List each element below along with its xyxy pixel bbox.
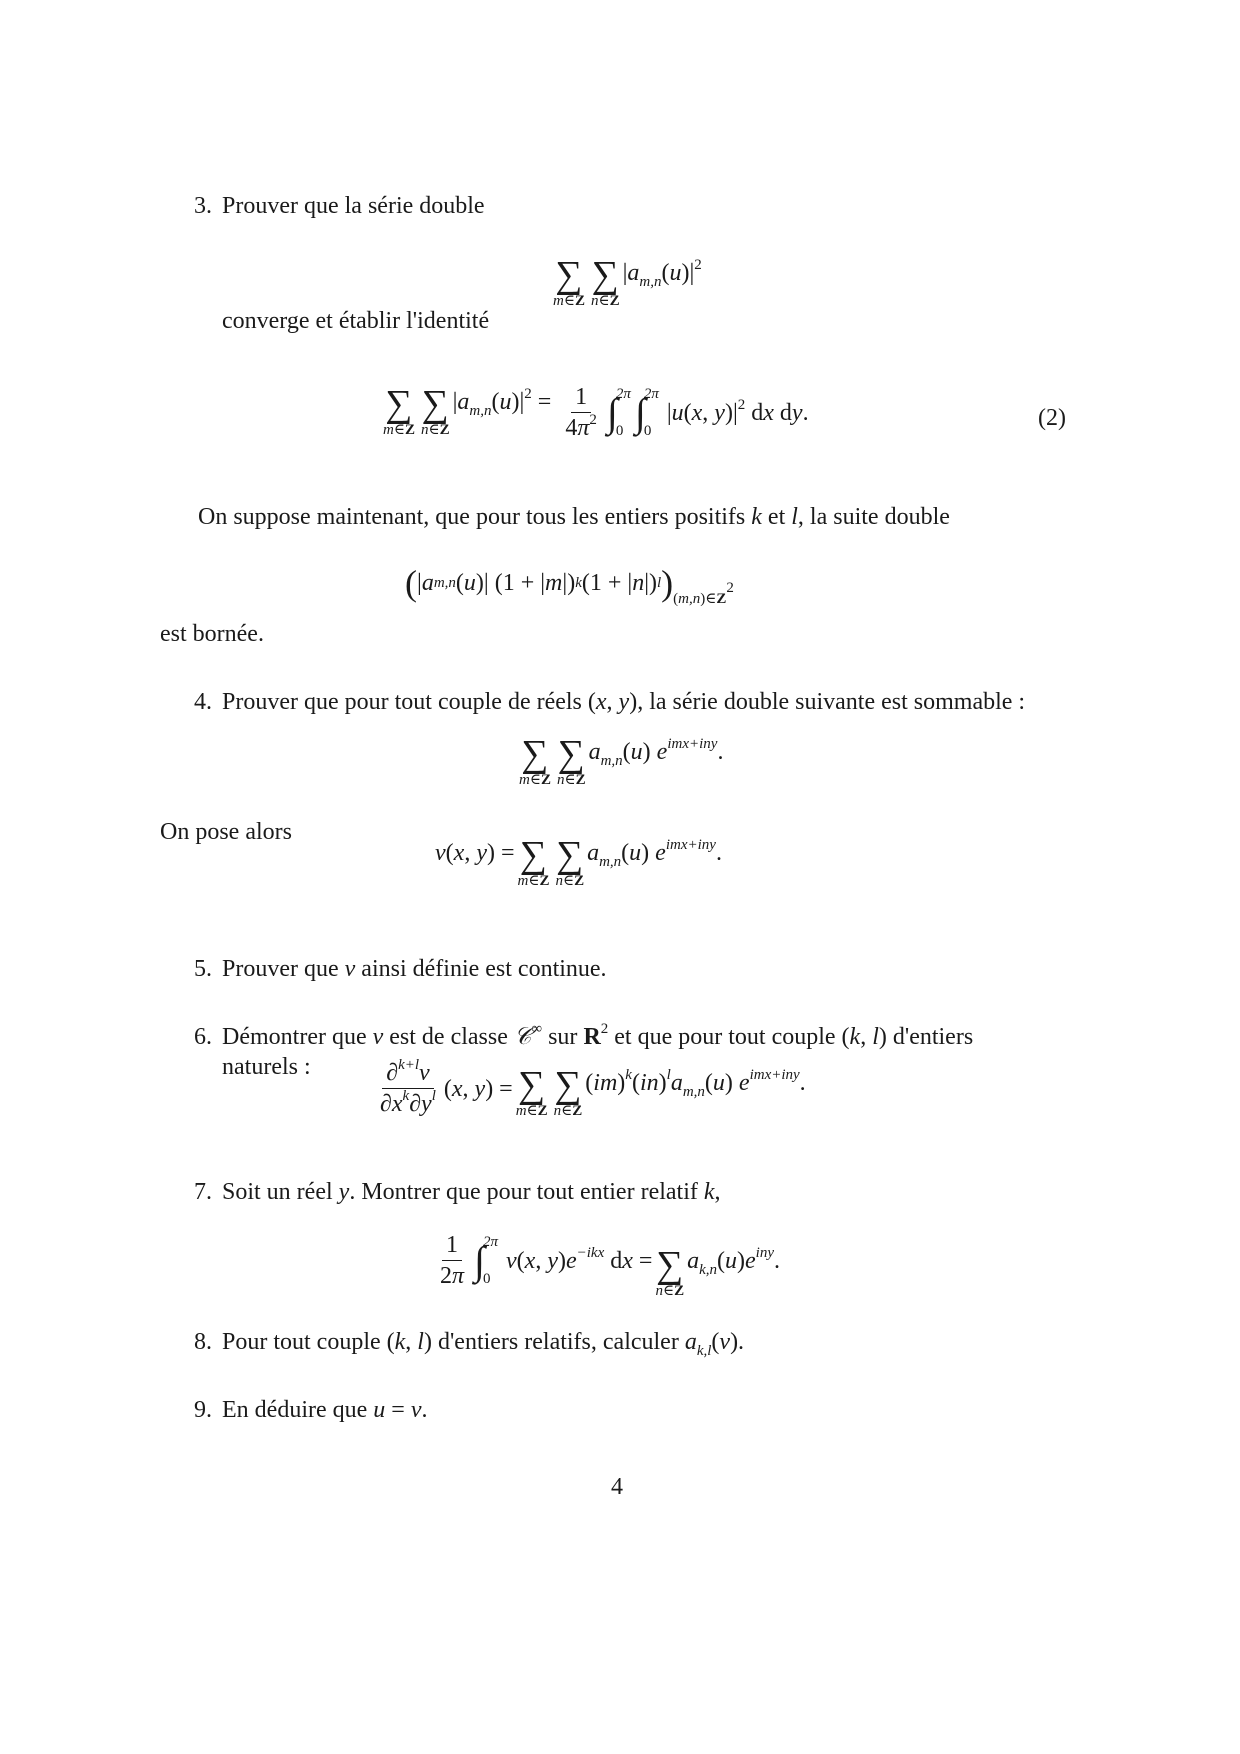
pose-text: On pose alors [160,819,292,845]
item-9-number: 9. [194,1397,212,1423]
item-3-continuation: converge et établir l'identité [222,308,490,334]
item-7-text: Soit un réel y. Montrer que pour tout entier relatif k, [222,1179,721,1205]
formula-7: $\frac{1}{2\pi}$ ∫ 2π 0 v(x, $y)e^{-ikx}$ dx = ∑ n∈Z $a_{k,n}(u)e^{iny}$. [440,1232,780,1300]
item-4-text: Prouver que pour tout couple de réels (x, y), la série double suivante est sommable : [222,689,1026,715]
item-8-number: 8. [194,1329,212,1355]
item-4-number: 4. [194,689,212,715]
assumption-text: On suppose maintenant, que pour tous les entiers positifs k et l, la suite double [198,504,950,530]
item-5-text: Prouver que v ainsi définie est continue. [222,956,607,982]
formula-6: $\frac{\partial^{k+l}v}{\partial x^k\partial y^l}$ (x, y) = ∑ m∈Z ∑ n∈Z $(im)^k(in)^la_{m,n}(u)$ $e^{imx+iny}$. [380,1057,806,1120]
item-8-text: Pour tout couple (k, l) d'entiers relatifs, calculer $a_{k,l}(v)$. [222,1329,745,1359]
equation-label: (2) [1038,405,1066,431]
page-number: 4 [611,1474,623,1500]
sum-operator: ∑ m∈Z [553,254,585,310]
formula-3: ( | a m,n ( u )| (1 + | m |) k (1 + | n |) l ) $(m,n)\in Z^2$ [405,562,734,607]
formula-5: v(x, y) = ∑ m∈Z ∑ n∈Z $a_{m,n}(u)$ $e^{imx+iny}$. [435,834,722,890]
item-6-text: Démontrer que v est de classe 𝒞∞ sur $R^2$ et que pour tout couple (k, l) d'entiers [222,1021,974,1050]
item-6-number: 6. [194,1024,212,1050]
formula-4: ∑ m∈Z ∑ n∈Z $a_{m,n}(u)$ $e^{imx+iny}$. [519,733,724,789]
item-3-number: 3. [194,193,212,219]
formula-1: ∑ m∈Z ∑ n∈Z $|a_{m,n}(u)|^2$ [553,254,702,310]
item-6-text-line2: naturels : [222,1054,311,1080]
item-3-text: Prouver que la série double [222,193,485,219]
item-9-text: En déduire que u = v. [222,1397,428,1423]
item-5-number: 5. [194,956,212,982]
sum-operator: ∑ n∈Z [590,254,620,310]
formula-2: ∑ m∈Z ∑ n∈Z $|a_{m,n}(u)|^2$ = $\frac{1}{4\pi^2}$ ∫ 2π 0 ∫ 2π 0 |u(x, $y)|^2$ dx dy. [383,382,809,441]
item-7-number: 7. [194,1179,212,1205]
bornee-text: est bornée. [160,621,264,647]
